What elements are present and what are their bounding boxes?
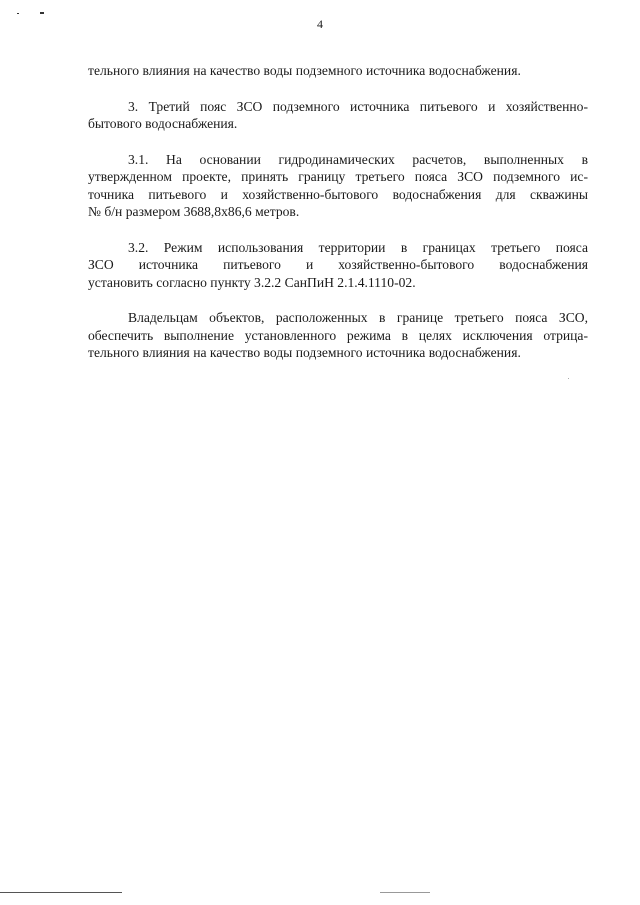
scan-mark: [40, 12, 44, 14]
text-line: Владельцам объектов, расположенных в границе третьего пояса ЗСО,: [128, 310, 588, 325]
text-line: точника питьевого и хозяйственно-бытового водоснабжения для скважины: [88, 186, 588, 202]
text-line: тельного влияния на качество воды подземного источника водоснабжения.: [88, 345, 521, 360]
scan-mark: [17, 13, 19, 14]
paragraph-carryover: [88, 62, 588, 80]
text-line: утвержденном проекте, принять границу третьего пояса ЗСО подземного ис-: [88, 169, 588, 184]
text-line: установить согласно пункту 3.2.2 СанПиН 2.1.4.1110-02.: [88, 274, 416, 290]
paragraph-section-3: [88, 98, 588, 133]
paragraph-owners: [88, 309, 588, 362]
footer-rule-faint: [380, 892, 430, 893]
footer-rule: [0, 892, 122, 893]
text-line: № б/н размером 3688,8х86,6 метров.: [88, 204, 300, 219]
text-line: бытового водоснабжения.: [88, 116, 238, 131]
paragraph-section-3-1: [88, 151, 588, 221]
text-line: 3.2. Режим использования территории в границах третьего пояса: [128, 239, 588, 255]
text-line: 3. Третий пояс ЗСО подземного источника питьевого и хозяйственно-: [128, 98, 588, 114]
document-body: [88, 62, 588, 380]
text-line: 3.1. На основании гидродинамических расчетов, выполненных в: [128, 151, 588, 167]
page-number: 4: [317, 17, 323, 31]
text-line: ЗСО источника питьевого и хозяйственно-бытового водоснабжения: [88, 257, 588, 272]
text-line: обеспечить выполнение установленного режима в целях исключения отрица-: [88, 327, 588, 343]
paragraph-section-3-2: [88, 239, 588, 292]
text-line: тельного влияния на качество воды подземного источника водоснабжения.: [88, 63, 521, 78]
scan-speck: [568, 378, 569, 379]
